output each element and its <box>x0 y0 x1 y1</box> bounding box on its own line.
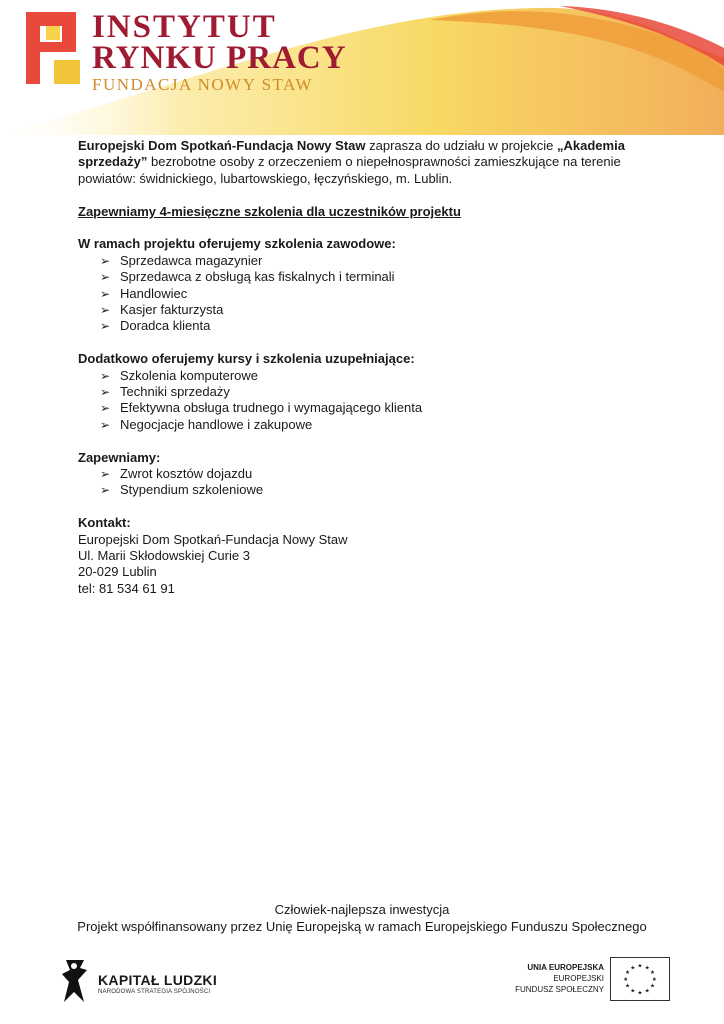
footer-cofinance: Projekt współfinansowany przez Unię Europejską w ramach Europejskiego Funduszu Społecznego <box>77 919 647 934</box>
arrowhead-bullet-icon: ➢ <box>100 303 111 318</box>
training-notice: Zapewniamy 4-miesięczne szkolenia dla uczestników projektu <box>78 203 461 219</box>
additional-heading: Dodatkowo oferujemy kursy i szkolenia uzupełniające: <box>78 351 415 367</box>
intro-text: zaprasza do udziału w projekcie <box>365 138 557 153</box>
list-item <box>100 368 668 384</box>
kapital-ludzki-figure-icon <box>60 958 90 1004</box>
eu-fund-text <box>500 962 604 995</box>
svg-text:★: ★ <box>649 983 655 990</box>
list-item <box>100 269 668 285</box>
arrowhead-bullet-icon: ➢ <box>100 253 111 268</box>
arrowhead-bullet-icon: ➢ <box>100 286 111 301</box>
project-name: „Akademia sprzedaży” <box>78 138 625 170</box>
contact-city: 20-029 Lublin <box>78 564 157 580</box>
list-item-text: Handlowiec <box>120 285 188 301</box>
kapital-ludzki-subtitle: NARODOWA STRATEGIA SPÓJNOŚCI <box>98 989 211 995</box>
list-item-text: Doradca klienta <box>120 318 211 334</box>
list-item-text: Techniki sprzedaży <box>120 384 230 400</box>
eu-union-label: UNIA EUROPEJSKA <box>527 963 604 972</box>
svg-text:★: ★ <box>623 976 629 983</box>
list-item <box>100 318 668 334</box>
vocational-heading: W ramach projektu oferujemy szkolenia zawodowe: <box>78 236 396 252</box>
logo-title-line1: INSTYTUT <box>92 9 277 45</box>
additional-list <box>78 368 668 434</box>
list-item <box>100 253 668 269</box>
list-item-text: Szkolenia komputerowe <box>120 367 259 383</box>
list-item-text: Kasjer fakturzysta <box>120 302 224 318</box>
logo-title-line2: RYNKU PRACY <box>92 40 347 76</box>
svg-text:★: ★ <box>651 976 657 983</box>
list-item <box>100 482 668 498</box>
svg-text:★: ★ <box>625 970 631 977</box>
list-item <box>100 286 668 302</box>
list-item-text: Sprzedawca z obsługą kas fiskalnych i terminali <box>120 269 395 285</box>
list-item <box>100 400 668 416</box>
eu-fund-label-line2: FUNDUSZ SPOŁECZNY <box>515 985 604 994</box>
list-item <box>100 466 668 482</box>
svg-text:★: ★ <box>630 965 636 972</box>
benefits-list <box>78 466 668 499</box>
eu-fund-label-line1: EUROPEJSKI <box>553 974 604 983</box>
arrowhead-bullet-icon: ➢ <box>100 319 111 334</box>
svg-text:★: ★ <box>625 983 631 990</box>
arrowhead-bullet-icon: ➢ <box>100 417 111 432</box>
list-item <box>100 384 668 400</box>
list-item-text: Negocjacje handlowe i zakupowe <box>120 416 313 432</box>
kapital-ludzki-title: KAPITAŁ LUDZKI <box>98 972 218 988</box>
arrowhead-bullet-icon: ➢ <box>100 483 111 498</box>
list-item <box>100 417 668 433</box>
arrowhead-bullet-icon: ➢ <box>100 467 111 482</box>
footer-slogan: Człowiek-najlepsza inwestycja <box>274 902 450 917</box>
list-item-text: Stypendium szkoleniowe <box>120 482 264 498</box>
contact-phone: tel: 81 534 61 91 <box>78 580 175 596</box>
logo-subtitle: FUNDACJA NOWY STAW <box>92 75 314 94</box>
svg-text:★: ★ <box>630 988 636 995</box>
svg-text:★: ★ <box>637 963 643 970</box>
document-body <box>78 138 668 597</box>
arrowhead-bullet-icon: ➢ <box>100 270 111 285</box>
contact-street: Ul. Marii Skłodowskiej Curie 3 <box>78 548 250 564</box>
contact-organization: Europejski Dom Spotkań-Fundacja Nowy Staw <box>78 531 348 547</box>
svg-text:★: ★ <box>644 988 650 995</box>
vocational-list <box>78 253 668 335</box>
arrowhead-bullet-icon: ➢ <box>100 401 111 416</box>
intro-paragraph <box>78 138 668 187</box>
institute-logo-text <box>92 9 347 96</box>
svg-text:★: ★ <box>637 990 643 997</box>
arrowhead-bullet-icon: ➢ <box>100 385 111 400</box>
kapital-ludzki-logo <box>60 958 260 1004</box>
arrowhead-bullet-icon: ➢ <box>100 368 111 383</box>
contact-heading: Kontakt: <box>78 515 131 531</box>
benefits-heading: Zapewniamy: <box>78 449 161 465</box>
svg-text:★: ★ <box>644 965 650 972</box>
svg-text:★: ★ <box>649 970 655 977</box>
organization-name: Europejski Dom Spotkań-Fundacja Nowy Staw <box>78 138 366 153</box>
eu-flag-icon <box>610 957 670 1001</box>
institute-logo-icon <box>24 10 86 86</box>
list-item <box>100 302 668 318</box>
list-item-text: Efektywna obsługa trudnego i wymagającego klienta <box>120 400 423 416</box>
list-item-text: Sprzedawca magazynier <box>120 252 263 268</box>
list-item-text: Zwrot kosztów dojazdu <box>120 466 253 482</box>
intro-target-group: bezrobotne osoby z orzeczeniem o niepełnosprawności zamieszkujące na terenie powiatów: świdnickiego, lubartowskiego, łęczyńskiego, m. Lublin. <box>78 154 621 186</box>
